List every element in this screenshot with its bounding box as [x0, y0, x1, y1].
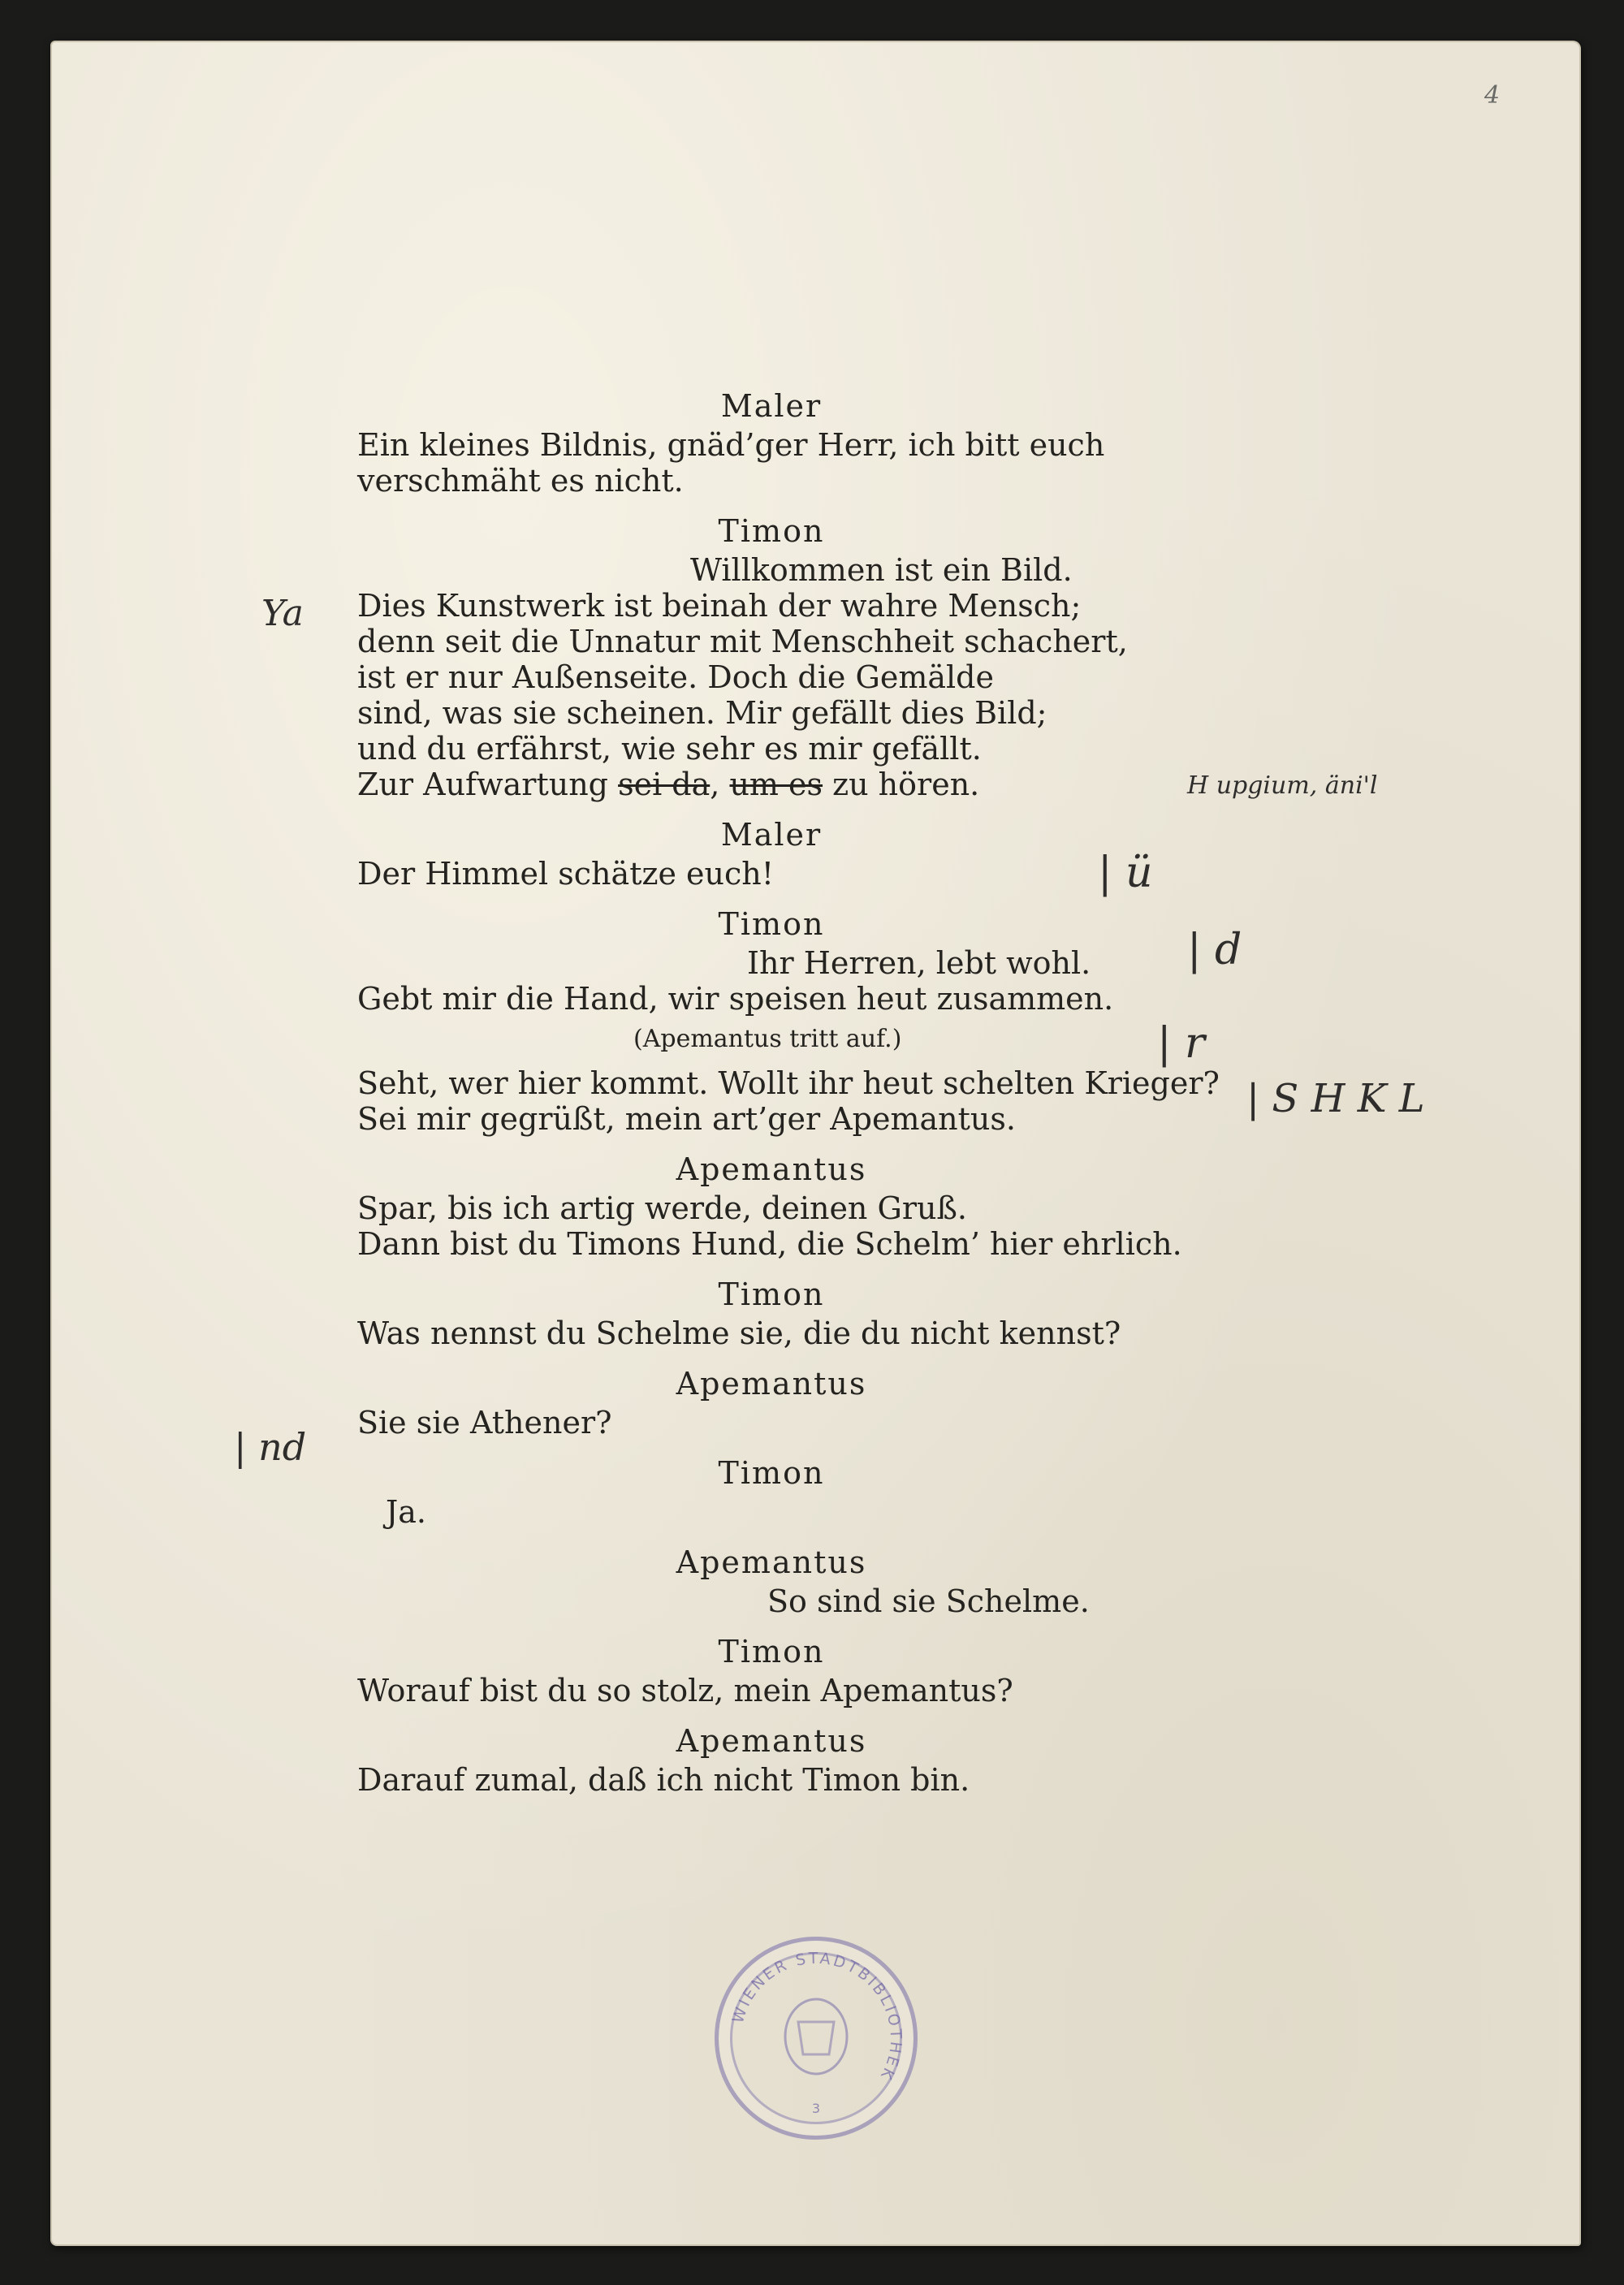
- dialogue-line: Ihr Herren, lebt wohl.: [747, 945, 1091, 981]
- line-text: ,: [710, 767, 730, 802]
- line-text: Zur Aufwartung: [357, 767, 619, 802]
- speaker-name: Timon: [718, 1276, 825, 1312]
- dialogue-line: Gebt mir die Hand, wir speisen heut zusammen.: [357, 981, 1114, 1017]
- dialogue-line: Dann bist du Timons Hund, die Schelm’ hier ehrlich.: [357, 1226, 1182, 1262]
- speaker-name: Apemantus: [676, 1723, 867, 1759]
- handwritten-margin-note: H upgium, äni'l: [1187, 771, 1378, 800]
- speaker-name: Apemantus: [676, 1151, 867, 1187]
- speaker-name: Apemantus: [676, 1366, 867, 1402]
- struck-text: um es: [729, 767, 823, 802]
- line-text: zu hören.: [823, 767, 980, 802]
- library-stamp: [715, 1937, 918, 2140]
- dialogue-line: Was nennst du Schelme sie, die du nicht kennst?: [357, 1315, 1121, 1351]
- stamp-number: 3: [811, 2101, 821, 2116]
- speaker-name: Timon: [718, 906, 825, 942]
- dialogue-line: ist er nur Außenseite. Doch die Gemälde: [357, 659, 994, 695]
- dialogue-line: und du erfährst, wie sehr es mir gefällt.: [357, 731, 982, 767]
- speaker-name: Maler: [720, 817, 823, 853]
- dialogue-line: Darauf zumal, daß ich nicht Timon bin.: [357, 1762, 970, 1798]
- dialogue-line: So sind sie Schelme.: [767, 1583, 1090, 1619]
- dialogue-line-with-strikethrough: [357, 767, 1169, 802]
- dialogue-line: Sie sie Athener?: [357, 1405, 612, 1441]
- dialogue-line: verschmäht es nicht.: [357, 463, 684, 499]
- struck-text: sei da: [618, 767, 710, 802]
- handwritten-margin-note: | ü: [1098, 849, 1153, 897]
- stamp-text: WIENER STADTBIBLIOTHEK: [728, 1949, 905, 2084]
- dialogue-line: Seht, wer hier kommt. Wollt ihr heut schelten Krieger?: [357, 1065, 1220, 1101]
- stamp-seal-icon: [719, 1941, 914, 2136]
- handwritten-margin-note: | S H K L: [1246, 1076, 1425, 1121]
- svg-text:WIENER STADTBIBLIOTHEK: [729, 1950, 905, 2084]
- play-text: [357, 388, 1220, 1798]
- handwritten-margin-note: Ya: [261, 593, 304, 634]
- dialogue-line: Ja.: [386, 1494, 426, 1530]
- dialogue-line: Worauf bist du so stolz, mein Apemantus?: [357, 1673, 1013, 1708]
- handwritten-margin-note: | d: [1187, 926, 1242, 974]
- dialogue-line: Willkommen ist ein Bild.: [690, 552, 1073, 588]
- speaker-name: Apemantus: [676, 1544, 867, 1580]
- dialogue-line: sind, was sie scheinen. Mir gefällt dies Bild;: [357, 695, 1047, 731]
- dialogue-line: denn seit die Unnatur mit Menschheit schachert,: [357, 624, 1128, 659]
- speaker-name: Timon: [718, 513, 825, 549]
- speaker-name: Timon: [718, 1634, 825, 1669]
- speaker-name: Maler: [720, 388, 823, 424]
- page-number: 4: [1484, 81, 1501, 110]
- dialogue-line: Dies Kunstwerk ist beinah der wahre Mensch;: [357, 588, 1082, 624]
- stage-direction: (Apemantus tritt auf.): [633, 1025, 902, 1053]
- dialogue-line: Der Himmel schätze euch!: [357, 856, 775, 892]
- dialogue-line: Sei mir gegrüßt, mein art’ger Apemantus.: [357, 1101, 1016, 1137]
- dialogue-line: Ein kleines Bildnis, gnäd’ger Herr, ich bitt euch: [357, 427, 1105, 463]
- handwritten-margin-note: | r: [1157, 1019, 1205, 1068]
- dialogue-line: Spar, bis ich artig werde, deinen Gruß.: [357, 1190, 967, 1226]
- handwritten-margin-note: | nd: [234, 1425, 307, 1469]
- speaker-name: Timon: [718, 1455, 825, 1491]
